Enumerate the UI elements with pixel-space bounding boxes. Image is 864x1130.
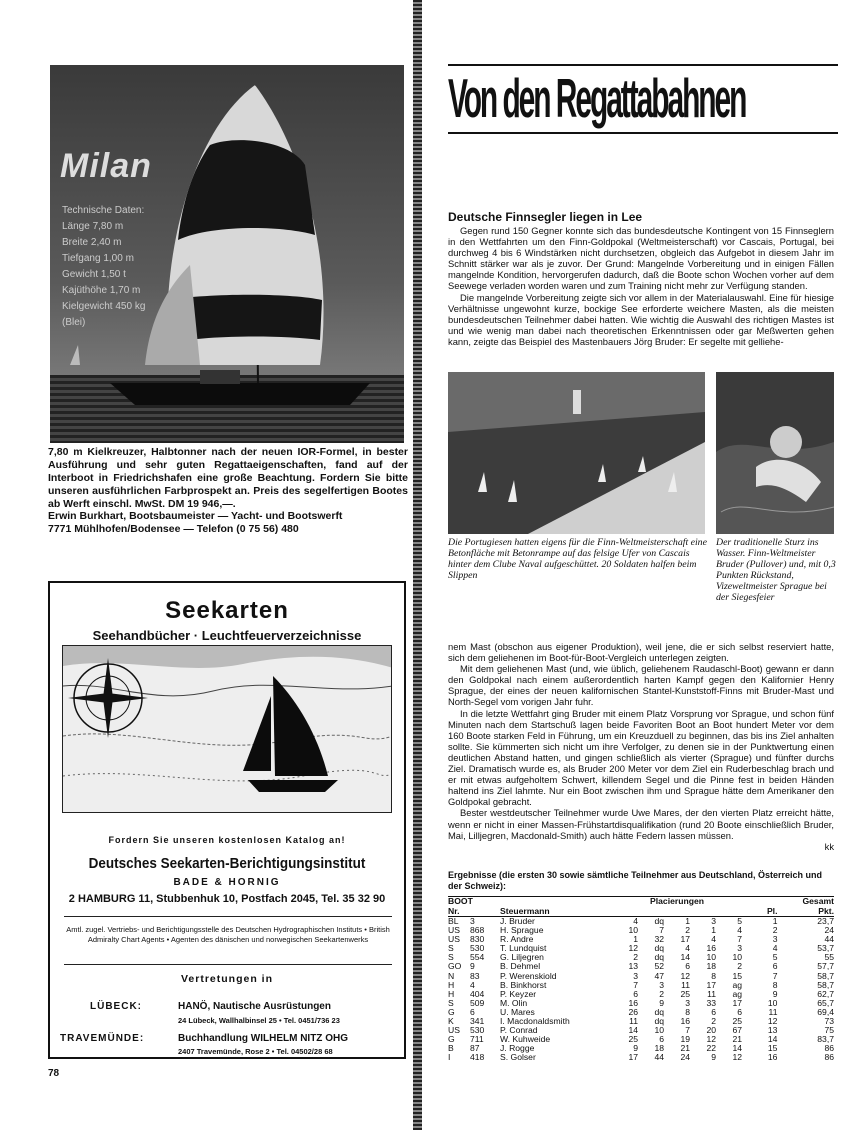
cell-race: 6: [685, 961, 690, 972]
milan-contact: [48, 510, 408, 536]
cell-race: 10: [628, 925, 638, 936]
cell-race: 4: [737, 925, 742, 936]
cell-pkt: 86: [824, 1043, 834, 1054]
cell-nr: 3: [470, 916, 475, 926]
cell-race: 2: [737, 961, 742, 972]
paragraph: Bester westdeutscher Teilnehmer wurde Uwe Mares, der den vierten Platz erreicht hätte, wenn er nicht in einer Massen-Frühstartdisqualifikation (rund 20 Boote einschließlich Bruder, Mai, Lilljegren, Macdonald-Smith) auch hätte Federn lassen müssen.: [448, 807, 834, 841]
cell-nat: US: [448, 1025, 460, 1036]
cell-race: 12: [680, 970, 690, 981]
cell-race: 17: [706, 979, 716, 990]
header-pl: Pl.: [766, 905, 778, 916]
cell-pkt: 73: [824, 1016, 834, 1027]
harbor-illustration: [448, 372, 705, 534]
cell-pl: 3: [772, 934, 778, 945]
cell-race: 25: [628, 1034, 638, 1045]
cell-race: 2: [685, 925, 690, 936]
cell-race: 24: [680, 1052, 690, 1063]
cell-pl: 15: [767, 1043, 778, 1054]
cell-name: J. Rogge: [500, 1043, 535, 1054]
cell-race: dq: [654, 1016, 664, 1027]
cell-pkt: 24: [824, 925, 834, 936]
cell-race: 1: [685, 916, 690, 926]
luebeck-label: LÜBECK:: [90, 1001, 142, 1012]
spec-line: Gewicht 1,50 t: [62, 269, 126, 280]
cell-race: 2: [633, 952, 638, 963]
cell-nr: 6: [470, 1006, 475, 1017]
hamburg-address: 2 HAMBURG 11, Stubbenhuk 10, Postfach 2045, Tel. 35 32 90: [68, 893, 386, 905]
seekarten-title: Seekarten: [165, 597, 289, 624]
paragraph: Gegen rund 150 Gegner konnte sich das bundesdeutsche Kontingent von 15 Finnseglern in den Wettfahrten um den Finn-Goldpokal (Weltmeisterschaft) vor Cascais, Portugal, bei durchweg 4 bis 6 Windstärken nicht durchsetzen, obgleich das Aufgebot in diesem Jahr im Schnitt stärker war als je zuvor. Der Grund: Mangelnde Vorbereitung und in einigen Fällen mangelnde Kondition, hervorgerufen dadurch, daß die Boote schon Wochen vorher auf dem Seewege verladen worden waren und zum Training nicht mehr zur Verfügung standen.: [448, 225, 834, 292]
cell-race: 14: [732, 1043, 742, 1054]
cell-nr: 418: [470, 1052, 485, 1063]
cell-nr: 341: [470, 1016, 485, 1027]
cell-race: 14: [628, 1025, 638, 1036]
cell-race: 3: [659, 979, 664, 990]
cell-nat: S: [448, 997, 454, 1008]
travemuende-firm: Buchhandlung WILHELM NITZ OHG: [178, 1033, 348, 1044]
cell-pkt: 83,7: [817, 1034, 834, 1045]
cell-race: 18: [706, 961, 716, 972]
cell-race: 4: [685, 943, 690, 954]
results-body: [448, 917, 834, 1063]
cell-nat: K: [448, 1016, 454, 1027]
paragraph: In die letzte Wettfahrt ging Bruder mit einem Platz Vorsprung vor Sprague, und schon fünf Minuten nach dem Startschuß lagen beide Favoriten Boot an Boot hundert Meter vor dem 160 Boote starken Feld in Führung, um ein Kreuzduell zu beginnen, das bis ins Ziel anhalten sollte. Sie kümmerten sich nicht um ihre Verfolger, zu denen sie in der Punktwertung einen deutlichen Abstand hatten, und gingen schließlich als vierter (Sprague) und fünfter durchs Ziel. Dramatisch wurde es, als Bruder 200 Meter vor dem Ziel ein Ruderbeschlag brach und er mit etwas aufgeholtem Schwert, killendem Segel und die Pinne fest in beiden Händen haltend ins Ziel lahmte. Nur ein Boot zwischen ihm und Sprague hätte dem Amerikaner den Goldpokal gebracht.: [448, 707, 834, 808]
cell-race: 1: [711, 925, 716, 936]
cell-nat: H: [448, 979, 455, 990]
cell-race: 20: [706, 1025, 716, 1036]
cell-race: 15: [732, 970, 742, 981]
cell-name: J. Bruder: [500, 916, 535, 926]
contact-line-1: Erwin Burkhart, Bootsbaumeister — Yacht- und Bootswerft: [48, 510, 343, 522]
cell-pl: 9: [772, 988, 778, 999]
cell-pkt: 58,7: [817, 979, 834, 990]
cell-name: U. Mares: [500, 1006, 535, 1017]
cell-race: 8: [685, 1006, 690, 1017]
page-number: 78: [48, 1068, 60, 1079]
cell-pkt: 44: [824, 934, 834, 945]
cell-race: 44: [654, 1052, 664, 1063]
cell-race: 21: [732, 1034, 742, 1045]
cell-nat: H: [448, 988, 455, 999]
cell-race: 12: [628, 943, 638, 954]
spec-line: Technische Daten:: [62, 205, 145, 216]
spec-line: Länge 7,80 m: [62, 221, 124, 232]
cell-race: 14: [680, 952, 690, 963]
luebeck-address: 24 Lübeck, Wallhalbinsel 25 • Tel. 0451/736 23: [178, 1016, 340, 1025]
cell-name: P. Werenskiold: [500, 970, 557, 981]
caption-harbor: Die Portugiesen hatten eigens für die Finn-Weltmeisterschaft eine Betonfläche mit Betonrampe auf das felsige Ufer von Cascais hinter dem Clube Naval aufgeschüttet. 20 Soldaten halfen beim Slippen: [448, 537, 707, 581]
cell-race: 7: [685, 1025, 690, 1036]
cascais-harbor-photo: [448, 372, 705, 534]
cell-race: 6: [633, 988, 638, 999]
cell-race: 8: [711, 970, 716, 981]
cell-nat: I: [448, 1052, 451, 1063]
splash-illustration: [716, 372, 834, 534]
cell-race: 52: [654, 961, 664, 972]
milan-specs: [62, 203, 145, 331]
cell-pkt: 62,7: [817, 988, 834, 999]
cell-name: S. Golser: [500, 1052, 536, 1063]
nautical-chart-image: [62, 645, 392, 813]
header-placierungen: Placierungen: [650, 896, 704, 906]
header-steuermann: Steuermann: [500, 905, 550, 916]
cell-nr: 554: [470, 952, 485, 963]
cell-pl: 4: [772, 943, 778, 954]
cell-pkt: 53,7: [817, 943, 834, 954]
spec-line: (Blei): [62, 317, 86, 328]
cell-race: ag: [732, 988, 742, 999]
cell-nr: 9: [470, 961, 475, 972]
headline-rule-top: [448, 64, 838, 66]
cell-race: 16: [628, 997, 638, 1008]
cell-race: 22: [706, 1043, 716, 1054]
cell-race: 11: [681, 979, 690, 990]
article-intro: [448, 225, 834, 347]
contact-line-2: 7771 Mühlhofen/Bodensee — Telefon (0 75 56) 480: [48, 523, 299, 535]
cell-nr: 830: [470, 934, 485, 945]
cell-race: 12: [732, 1052, 742, 1063]
company-names: BADE & HORNIG: [173, 877, 281, 888]
headline-rule-bottom: [448, 132, 838, 134]
section-headline: [448, 68, 834, 130]
cell-race: 21: [680, 1043, 690, 1054]
cell-pl: 2: [772, 925, 778, 936]
luebeck-firm: HANÖ, Nautische Ausrüstungen: [178, 1001, 331, 1012]
cell-race: 26: [628, 1006, 638, 1017]
paragraph: Die mangelnde Vorbereitung zeigte sich vor allem in der Materialauswahl. Eine für hiesige Verhältnisse ungewohnt kurze, bockige See erforderte weichere Masten, als die meisten bundesdeutschen Teilnehmer dabei hatten. Wie wichtig die Auswahl des richtigen Mastes ist und wie wenig man dabei nach theoretischen Erkenntnissen oder gar Meßwerten gehen kann, zeigte das Beispiel des Mastenbauers Jörg Bruder: Er segelte mit gelliehe-: [448, 291, 834, 347]
cell-pl: 12: [767, 1016, 778, 1027]
cell-nr: 530: [470, 1025, 485, 1036]
divider: [64, 916, 392, 917]
cell-name: P. Keyzer: [500, 988, 537, 999]
cell-name: M. Olin: [500, 997, 528, 1008]
paragraph: nem Mast (obschon aus eigener Produktion), weil jene, die er sich selbst reserviert hatte, sich dem geliehenen im Boot-für-Boot-Vergleich unterlegen zeigten.: [448, 641, 834, 664]
header-nr: Nr.: [448, 905, 460, 916]
spec-line: Tiefgang 1,00 m: [62, 253, 134, 264]
cell-race: 7: [659, 925, 664, 936]
cell-nat: N: [448, 970, 455, 981]
cell-race: 17: [680, 934, 690, 945]
cell-race: 17: [732, 997, 742, 1008]
cell-race: 19: [680, 1034, 690, 1045]
cell-race: 5: [737, 916, 742, 926]
cell-name: I. Macdonaldsmith: [500, 1016, 570, 1027]
spec-line: Kajüthöhe 1,70 m: [62, 285, 141, 296]
cell-race: dq: [654, 916, 664, 926]
cell-race: 9: [659, 997, 664, 1008]
cell-nat: S: [448, 943, 454, 954]
cell-race: 32: [654, 934, 664, 945]
spec-line: Kielgewicht 450 kg: [62, 301, 146, 312]
cell-nat: B: [448, 1043, 454, 1054]
cell-race: ag: [732, 979, 742, 990]
cell-pl: 1: [772, 916, 778, 926]
cell-nr: 530: [470, 943, 485, 954]
cell-name: B. Binkhorst: [500, 979, 547, 990]
seekarten-ad: [48, 581, 406, 1059]
spec-line: Breite 2,40 m: [62, 237, 122, 248]
header-gesamt: Gesamt: [802, 896, 834, 906]
cell-race: 16: [706, 943, 716, 954]
cell-race: 6: [711, 1006, 716, 1017]
cell-race: 7: [633, 979, 638, 990]
divider: [64, 964, 392, 965]
cell-nr: 868: [470, 925, 485, 936]
cell-race: 12: [706, 1034, 716, 1045]
cell-race: 3: [685, 997, 690, 1008]
cell-pl: 16: [767, 1052, 778, 1063]
milan-description: 7,80 m Kielkreuzer, Halbtonner nach der neuen IOR-Formel, in bester Ausführung und sehr guten Regattaeigenschaften, fand auf der Interboot in Friedrichshafen eine große Beachtung. Fordern Sie bitte unseren ausführlichen Farbprospekt an. Preis des segelfertigen Bootes ab Werft einschl. MwSt. DM 19 946,—.: [48, 446, 408, 510]
cell-nr: 711: [470, 1034, 484, 1045]
cell-race: dq: [654, 1006, 664, 1017]
cell-nr: 4: [470, 979, 475, 990]
milan-title: Milan: [60, 147, 152, 185]
cell-race: 10: [732, 952, 742, 963]
cell-race: 9: [633, 1043, 638, 1054]
cell-race: dq: [654, 952, 664, 963]
cell-nat: G: [448, 1006, 455, 1017]
cell-race: 3: [737, 943, 742, 954]
cell-race: 47: [654, 970, 664, 981]
cell-pkt: 55: [824, 952, 834, 963]
cell-name: B. Dehmel: [500, 961, 541, 972]
cell-pkt: 86: [824, 1052, 834, 1063]
cell-pl: 10: [767, 997, 778, 1008]
cell-pkt: 57,7: [817, 961, 834, 972]
cell-nr: 87: [470, 1043, 480, 1054]
cell-race: 9: [711, 1052, 716, 1063]
travemuende-label: TRAVEMÜNDE:: [60, 1033, 145, 1044]
cell-race: 16: [680, 1016, 690, 1027]
page-gutter: [413, 0, 422, 1130]
cell-name: T. Lundquist: [500, 943, 547, 954]
cell-pkt: 58,7: [817, 970, 834, 981]
cell-nat: US: [448, 934, 460, 945]
cell-race: 25: [680, 988, 690, 999]
cell-race: 33: [706, 997, 716, 1008]
caption-celebration: Der traditionelle Sturz ins Wasser. Finn-Weltmeister Bruder (Pullover) und, mit 0,3 Punkten Rückstand, Vizeweltmeister Sprague bei der Siegesfeier: [716, 537, 836, 603]
cell-race: 13: [628, 961, 638, 972]
cell-name: G. Liljegren: [500, 952, 544, 963]
cell-nat: S: [448, 952, 454, 963]
cell-pkt: 65,7: [817, 997, 834, 1008]
cell-race: 11: [707, 988, 716, 999]
cell-race: 4: [633, 916, 638, 926]
cell-name: P. Conrad: [500, 1025, 538, 1036]
paragraph: Mit dem geliehenen Mast (und, wie üblich, geliehenem Raudaschl-Boot) gewann er dann den Goldpokal nach einem außerordentlich harten Kampf gegen den Kalifornier Henry Sprague, der eines der neuen kalifornischen Stantel-Kunststoff-Finns mit Bruder-Mast und North-Segel vom vorigen Jahr fuhr.: [448, 663, 834, 708]
cell-pl: 7: [772, 970, 778, 981]
header-boot: BOOT: [448, 896, 473, 906]
travemuende-address: 2407 Travemünde, Rose 2 • Tel. 04502/28 68: [178, 1047, 333, 1056]
author-sign: kk: [824, 840, 834, 852]
cell-nat: G: [448, 1034, 455, 1045]
cell-race: 3: [633, 970, 638, 981]
cell-pkt: 23,7: [817, 916, 834, 926]
chart-illustration: [63, 646, 392, 813]
cell-name: W. Kuhweide: [500, 1034, 551, 1045]
seekarten-subtitle: Seehandbücher · Leuchtfeuerverzeichnisse: [92, 628, 362, 643]
cell-race: 10: [706, 952, 716, 963]
institute-small-print: Amtl. zugel. Vertriebs- und Berichtigungsstelle des Deutschen Hydrographischen Instituts • British Admiralty Chart Agents • Agenten des dänischen und norwegischen Seekartenwerks: [66, 925, 390, 944]
cell-race: 2: [659, 988, 664, 999]
cell-race: 10: [654, 1025, 664, 1036]
cell-nr: 83: [470, 970, 480, 981]
cell-race: 3: [711, 916, 716, 926]
cell-pl: 11: [768, 1006, 778, 1017]
cell-race: 4: [711, 934, 716, 945]
cell-race: 6: [737, 1006, 742, 1017]
cell-name: H. Sprague: [500, 925, 544, 936]
cell-pl: 6: [772, 961, 778, 972]
cell-race: 7: [737, 934, 742, 945]
milan-boat-photo: [50, 65, 404, 443]
cell-pl: 14: [767, 1034, 778, 1045]
celebration-photo: [716, 372, 834, 534]
cell-pl: 8: [772, 979, 778, 990]
cell-pl: 5: [772, 952, 778, 963]
cell-race: 1: [633, 934, 638, 945]
results-title: Ergebnisse (die ersten 30 sowie sämtliche Teilnehmer aus Deutschland, Österreich und der Schweiz):: [448, 870, 822, 891]
cell-race: 2: [711, 1016, 716, 1027]
cell-name: R. Andre: [500, 934, 534, 945]
cell-race: dq: [654, 943, 664, 954]
cell-race: 17: [628, 1052, 638, 1063]
cell-nat: BL: [448, 916, 459, 926]
cell-race: 18: [654, 1043, 664, 1054]
cell-pkt: 75: [824, 1025, 834, 1036]
cell-nr: 509: [470, 997, 485, 1008]
cell-pl: 13: [767, 1025, 778, 1036]
vertretungen-heading: Vertretungen in: [180, 973, 273, 985]
cell-nr: 404: [470, 988, 485, 999]
cell-race: 67: [732, 1025, 742, 1036]
cell-pkt: 69,4: [817, 1006, 834, 1017]
table-row: [448, 1053, 834, 1062]
results-table: [448, 896, 834, 1063]
cell-nat: GO: [448, 961, 462, 972]
cell-race: 6: [659, 1034, 664, 1045]
headline-text: Von den Regattabahnen: [448, 68, 746, 130]
cell-race: 25: [732, 1016, 742, 1027]
cell-race: 11: [629, 1016, 638, 1027]
article-subhead: Deutsche Finnsegler liegen in Lee: [448, 210, 643, 224]
cell-nat: US: [448, 925, 460, 936]
header-pkt: Pkt.: [818, 905, 834, 916]
institute-name: Deutsches Seekarten-Berichtigungsinstitut: [88, 855, 366, 872]
catalog-note: Fordern Sie unseren kostenlosen Katalog an!: [108, 835, 346, 845]
article-main: [448, 641, 834, 852]
